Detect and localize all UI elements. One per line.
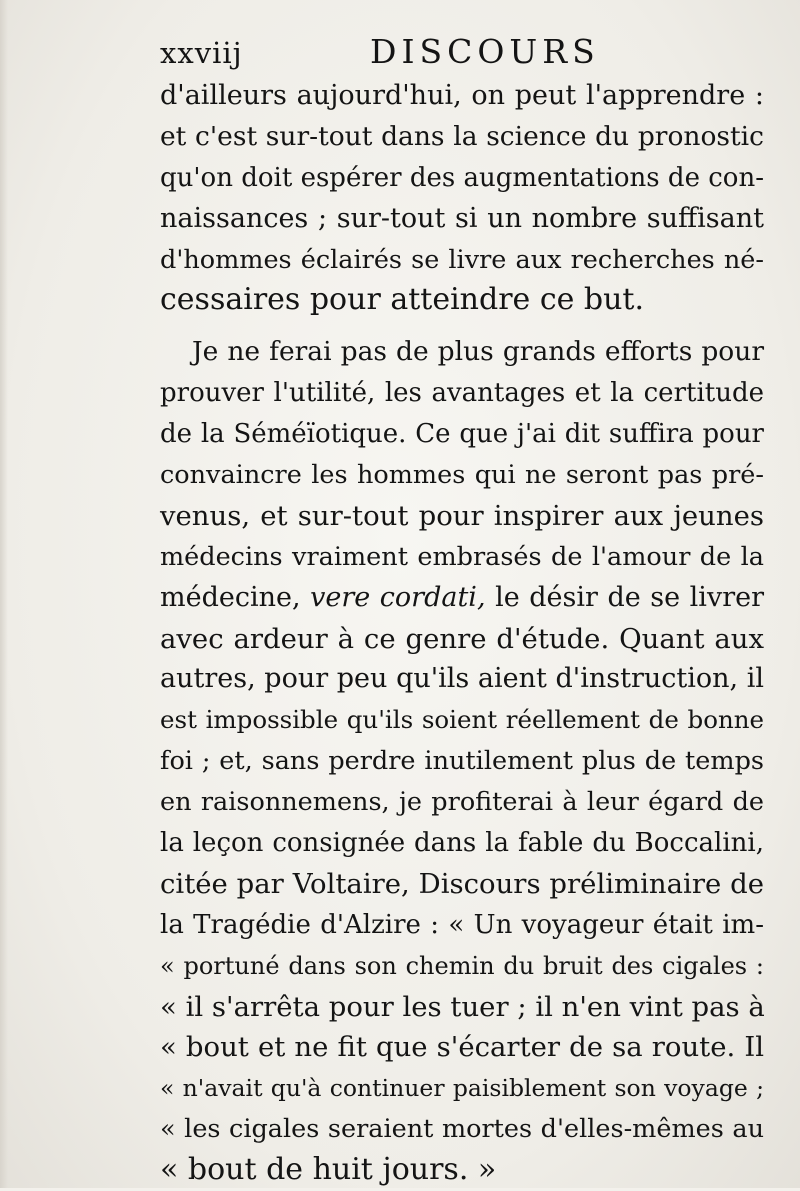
quote-line: « il s'arrêta pour les tuer ; il n'en vint pas à (160, 990, 765, 1023)
page-edge-shadow (0, 0, 8, 1188)
text-line: en raisonnemens, je profiterai à leur égard de (160, 787, 764, 818)
text-line: naissances ; sur-tout si un nombre suffisant (160, 202, 764, 234)
text-line: venus, et sur-tout pour inspirer aux jeunes (160, 499, 764, 532)
quote-line: « bout de huit jours. » (160, 1152, 497, 1188)
quote-line: « bout et ne fit que s'écarter de sa route. Il (160, 1031, 764, 1064)
text-line: d'hommes éclairés se livre aux recherches né- (160, 244, 764, 275)
running-head: DISCOURS (370, 32, 600, 71)
text-line: convaincre les hommes qui ne seront pas pré- (160, 460, 764, 491)
text-line: médecins vraiment embrasés de l'amour de la (160, 541, 764, 572)
text-line: foi ; et, sans perdre inutilement plus de temps (160, 746, 764, 777)
text-line: qu'on doit espérer des augmentations de con- (160, 162, 764, 193)
text-line: Je ne ferai pas de plus grands efforts pour (192, 336, 764, 368)
text-line: prouver l'utilité, les avantages et la certitude (160, 378, 764, 409)
latin-phrase: vere cordati, (310, 581, 486, 613)
text-line: cessaires pour atteindre ce but. (160, 282, 645, 318)
quote-line: « les cigales seraient mortes d'elles-mêmes au (160, 1114, 764, 1145)
body-text (160, 76, 764, 1191)
text-line: est impossible qu'ils soient réellement de bonne (160, 705, 764, 735)
text-line: avec ardeur à ce genre d'étude. Quant aux (160, 622, 764, 655)
text-line: la leçon consignée dans la fable du Boccalini, (160, 828, 764, 859)
text-line: la Tragédie d'Alzire : « Un voyageur était im- (160, 909, 764, 940)
text-line: d'ailleurs aujourd'hui, on peut l'apprendre : (160, 80, 764, 111)
text-line: autres, pour peu qu'ils aient d'instruction, il (160, 663, 764, 695)
page-number: xxviij (160, 36, 243, 70)
quote-line: « n'avait qu'à continuer paisiblement son voyage ; (160, 1074, 764, 1103)
text-line: et c'est sur-tout dans la science du pronostic (160, 120, 764, 152)
quote-line: « portuné dans son chemin du bruit des cigales : (160, 951, 764, 980)
page-header (160, 32, 760, 82)
text-line: citée par Voltaire, Discours préliminaire de (160, 867, 764, 900)
text-line (160, 578, 764, 619)
text-line: de la Séméïotique. Ce que j'ai dit suffira pour (160, 419, 764, 450)
text-segment: le désir de se livrer (495, 581, 764, 613)
text-segment: médecine, (160, 581, 301, 613)
